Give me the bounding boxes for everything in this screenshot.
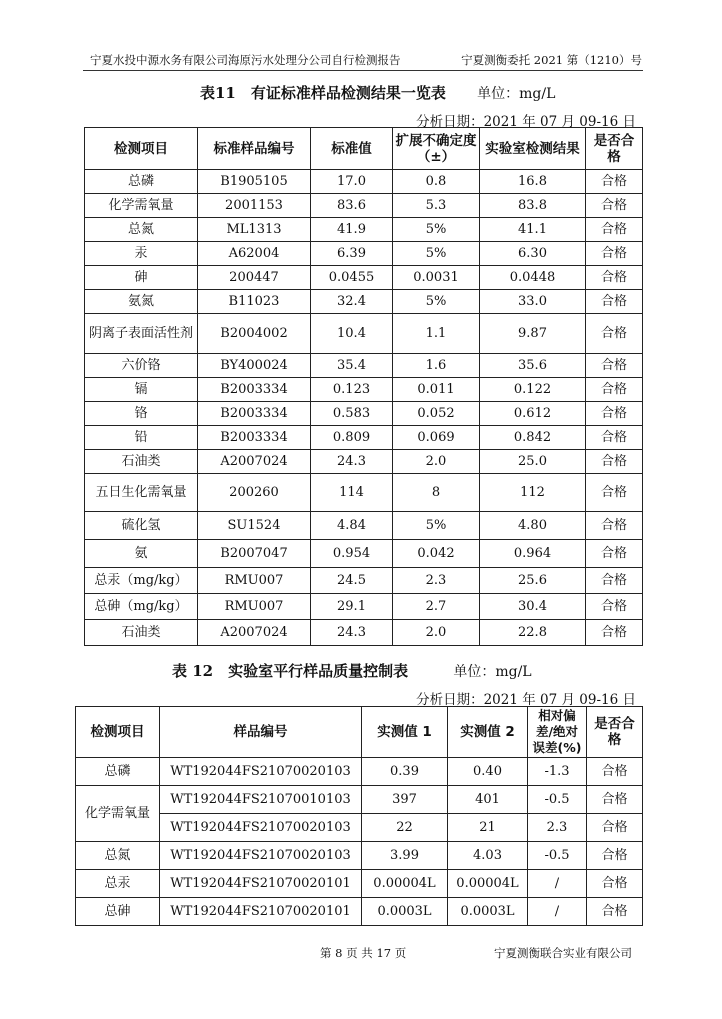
table-row (85, 266, 643, 290)
col-pass: 是否合格 (586, 128, 643, 170)
table-row (85, 354, 643, 378)
cell-pass: 合格 (587, 814, 643, 842)
cell-item: 总氮 (85, 218, 198, 242)
cell-item: 石油类 (85, 450, 198, 474)
cell-std-value: 114 (311, 474, 393, 512)
cell-deviation: -1.3 (528, 758, 587, 786)
cell-item: 五日生化需氧量 (85, 474, 198, 512)
table11-body (85, 170, 643, 646)
cell-lab-result: 25.6 (480, 568, 586, 594)
cell-std-value: 10.4 (311, 314, 393, 354)
cell-deviation: 2.3 (528, 814, 587, 842)
col-pass: 是否合格 (587, 707, 643, 758)
cell-deviation: -0.5 (528, 842, 587, 870)
cell-pass: 合格 (586, 242, 643, 266)
cell-lab-result: 0.612 (480, 402, 586, 426)
cell-measured-2: 0.0003L (448, 898, 528, 926)
report-number: 宁夏测衡委托 2021 第（1210）号 (461, 53, 642, 67)
cell-std-id: B2004002 (198, 314, 311, 354)
table-row (85, 314, 643, 354)
report-title: 宁夏水投中源水务有限公司海原污水处理分公司自行检测报告 (90, 53, 401, 67)
col-item: 检测项目 (85, 128, 198, 170)
cell-lab-result: 41.1 (480, 218, 586, 242)
table-row (85, 474, 643, 512)
table12-title-line (172, 660, 532, 681)
cell-std-value: 17.0 (311, 170, 393, 194)
cell-uncertainty: 2.0 (393, 620, 480, 646)
cell-std-value: 32.4 (311, 290, 393, 314)
table-row (85, 194, 643, 218)
cell-pass: 合格 (586, 290, 643, 314)
cell-pass: 合格 (586, 450, 643, 474)
table11-title-line (200, 82, 555, 103)
table-row (85, 620, 643, 646)
cell-std-id: B2003334 (198, 378, 311, 402)
table-row (85, 242, 643, 266)
cell-lab-result: 0.842 (480, 426, 586, 450)
cell-item: 汞 (85, 242, 198, 266)
cell-uncertainty: 1.6 (393, 354, 480, 378)
cell-pass: 合格 (587, 842, 643, 870)
cell-std-value: 24.3 (311, 620, 393, 646)
cell-lab-result: 30.4 (480, 594, 586, 620)
cell-item: 总汞 (76, 870, 160, 898)
col-sample-id: 样品编号 (160, 707, 362, 758)
cell-std-id: ML1313 (198, 218, 311, 242)
cell-std-value: 35.4 (311, 354, 393, 378)
cell-measured-2: 0.40 (448, 758, 528, 786)
cell-std-value: 0.0455 (311, 266, 393, 290)
cell-std-id: B2003334 (198, 402, 311, 426)
cell-std-id: RMU007 (198, 568, 311, 594)
cell-item: 阴离子表面活性剂 (85, 314, 198, 354)
cell-uncertainty: 0.069 (393, 426, 480, 450)
cell-item: 总磷 (76, 758, 160, 786)
cell-item: 氨氮 (85, 290, 198, 314)
cell-item: 铬 (85, 402, 198, 426)
cell-measured-1: 22 (362, 814, 448, 842)
cell-sample-id: WT192044FS21070020103 (160, 814, 362, 842)
cell-pass: 合格 (587, 758, 643, 786)
header-divider (83, 70, 643, 71)
cell-pass: 合格 (586, 568, 643, 594)
cell-sample-id: WT192044FS21070020103 (160, 758, 362, 786)
cell-std-value: 0.954 (311, 540, 393, 568)
cell-pass: 合格 (586, 594, 643, 620)
table-row (85, 378, 643, 402)
cell-uncertainty: 0.052 (393, 402, 480, 426)
table12 (75, 706, 643, 926)
cell-pass: 合格 (586, 314, 643, 354)
cell-lab-result: 22.8 (480, 620, 586, 646)
cell-std-id: B2003334 (198, 426, 311, 450)
cell-pass: 合格 (586, 170, 643, 194)
cell-uncertainty: 5% (393, 218, 480, 242)
cell-std-id: 200447 (198, 266, 311, 290)
table-row (85, 402, 643, 426)
cell-uncertainty: 5% (393, 242, 480, 266)
col-deviation: 相对偏差/绝对误差(%) (528, 707, 587, 758)
cell-pass: 合格 (586, 474, 643, 512)
cell-std-id: B2007047 (198, 540, 311, 568)
page-number: 第 8 页 共 17 页 (320, 946, 407, 960)
table-row (76, 898, 643, 926)
table-row (76, 786, 643, 814)
cell-uncertainty: 5.3 (393, 194, 480, 218)
cell-lab-result: 35.6 (480, 354, 586, 378)
cell-uncertainty: 2.3 (393, 568, 480, 594)
cell-sample-id: WT192044FS21070020101 (160, 870, 362, 898)
cell-lab-result: 6.30 (480, 242, 586, 266)
table-row (85, 540, 643, 568)
cell-pass: 合格 (586, 512, 643, 540)
cell-item: 总砷 (76, 898, 160, 926)
cell-uncertainty: 0.042 (393, 540, 480, 568)
cell-measured-1: 3.99 (362, 842, 448, 870)
cell-lab-result: 0.0448 (480, 266, 586, 290)
cell-item: 总汞（mg/kg） (85, 568, 198, 594)
col-std-value: 标准值 (311, 128, 393, 170)
cell-lab-result: 9.87 (480, 314, 586, 354)
table-row (76, 814, 643, 842)
table-row (85, 568, 643, 594)
cell-std-id: B11023 (198, 290, 311, 314)
cell-std-value: 24.5 (311, 568, 393, 594)
cell-pass: 合格 (586, 218, 643, 242)
cell-measured-1: 0.00004L (362, 870, 448, 898)
cell-item: 氨 (85, 540, 198, 568)
cell-lab-result: 0.964 (480, 540, 586, 568)
cell-deviation: -0.5 (528, 786, 587, 814)
cell-lab-result: 0.122 (480, 378, 586, 402)
col-item: 检测项目 (76, 707, 160, 758)
cell-item: 砷 (85, 266, 198, 290)
table-row (85, 426, 643, 450)
cell-measured-2: 401 (448, 786, 528, 814)
cell-std-value: 0.123 (311, 378, 393, 402)
cell-pass: 合格 (587, 898, 643, 926)
cell-lab-result: 25.0 (480, 450, 586, 474)
cell-pass: 合格 (586, 378, 643, 402)
cell-deviation: / (528, 898, 587, 926)
table11 (84, 127, 643, 646)
cell-uncertainty: 5% (393, 512, 480, 540)
cell-std-value: 0.583 (311, 402, 393, 426)
cell-lab-result: 16.8 (480, 170, 586, 194)
table12-date: 分析日期：2021 年 07 月 09-16 日 (416, 692, 636, 708)
col-std-id: 标准样品编号 (198, 128, 311, 170)
cell-pass: 合格 (586, 426, 643, 450)
cell-std-value: 4.84 (311, 512, 393, 540)
table12-unit: 单位：mg/L (453, 664, 532, 680)
cell-item: 总磷 (85, 170, 198, 194)
cell-lab-result: 112 (480, 474, 586, 512)
cell-sample-id: WT192044FS21070010103 (160, 786, 362, 814)
cell-item: 镉 (85, 378, 198, 402)
cell-measured-1: 397 (362, 786, 448, 814)
cell-uncertainty: 8 (393, 474, 480, 512)
table11-unit: 单位：mg/L (477, 86, 556, 102)
cell-item: 硫化氢 (85, 512, 198, 540)
table11-title: 表11 有证标准样品检测结果一览表 (200, 84, 446, 102)
table-row (85, 594, 643, 620)
cell-measured-2: 4.03 (448, 842, 528, 870)
cell-uncertainty: 0.0031 (393, 266, 480, 290)
table11-date: 分析日期：2021 年 07 月 09-16 日 (416, 114, 636, 130)
cell-uncertainty: 5% (393, 290, 480, 314)
cell-std-id: SU1524 (198, 512, 311, 540)
cell-item: 总氮 (76, 842, 160, 870)
table-row (76, 870, 643, 898)
cell-std-id: 2001153 (198, 194, 311, 218)
cell-std-id: A2007024 (198, 620, 311, 646)
cell-lab-result: 83.8 (480, 194, 586, 218)
cell-lab-result: 4.80 (480, 512, 586, 540)
cell-std-id: A2007024 (198, 450, 311, 474)
cell-item: 化学需氧量 (76, 786, 160, 842)
cell-std-value: 24.3 (311, 450, 393, 474)
col-lab-result: 实验室检测结果 (480, 128, 586, 170)
cell-item: 总砷（mg/kg） (85, 594, 198, 620)
cell-deviation: / (528, 870, 587, 898)
cell-item: 铅 (85, 426, 198, 450)
cell-std-value: 41.9 (311, 218, 393, 242)
cell-pass: 合格 (586, 266, 643, 290)
cell-measured-1: 0.0003L (362, 898, 448, 926)
cell-uncertainty: 2.0 (393, 450, 480, 474)
cell-pass: 合格 (586, 620, 643, 646)
cell-std-id: RMU007 (198, 594, 311, 620)
cell-uncertainty: 0.8 (393, 170, 480, 194)
cell-sample-id: WT192044FS21070020103 (160, 842, 362, 870)
table12-body (76, 758, 643, 926)
cell-measured-2: 21 (448, 814, 528, 842)
cell-sample-id: WT192044FS21070020101 (160, 898, 362, 926)
footer-company: 宁夏测衡联合实业有限公司 (494, 946, 632, 960)
table-row (85, 512, 643, 540)
table-row (85, 450, 643, 474)
cell-lab-result: 33.0 (480, 290, 586, 314)
cell-std-id: A62004 (198, 242, 311, 266)
table-row (76, 842, 643, 870)
cell-measured-1: 0.39 (362, 758, 448, 786)
cell-std-id: 200260 (198, 474, 311, 512)
cell-pass: 合格 (587, 786, 643, 814)
table-row (85, 290, 643, 314)
cell-pass: 合格 (586, 402, 643, 426)
cell-pass: 合格 (586, 354, 643, 378)
table-row (85, 170, 643, 194)
cell-item: 石油类 (85, 620, 198, 646)
cell-pass: 合格 (586, 194, 643, 218)
table-row (85, 218, 643, 242)
cell-std-id: B1905105 (198, 170, 311, 194)
cell-uncertainty: 0.011 (393, 378, 480, 402)
cell-std-value: 83.6 (311, 194, 393, 218)
cell-measured-2: 0.00004L (448, 870, 528, 898)
cell-std-value: 6.39 (311, 242, 393, 266)
cell-item: 化学需氧量 (85, 194, 198, 218)
col-uncertainty: 扩展不确定度（±） (393, 128, 480, 170)
table12-title: 表 12 实验室平行样品质量控制表 (172, 662, 409, 680)
table12-header-row (76, 707, 643, 758)
col-measured-1: 实测值 1 (362, 707, 448, 758)
cell-uncertainty: 1.1 (393, 314, 480, 354)
cell-pass: 合格 (587, 870, 643, 898)
table11-header-row (85, 128, 643, 170)
cell-uncertainty: 2.7 (393, 594, 480, 620)
col-measured-2: 实测值 2 (448, 707, 528, 758)
cell-pass: 合格 (586, 540, 643, 568)
cell-std-value: 29.1 (311, 594, 393, 620)
cell-std-value: 0.809 (311, 426, 393, 450)
table-row (76, 758, 643, 786)
cell-item: 六价铬 (85, 354, 198, 378)
cell-std-id: BY400024 (198, 354, 311, 378)
